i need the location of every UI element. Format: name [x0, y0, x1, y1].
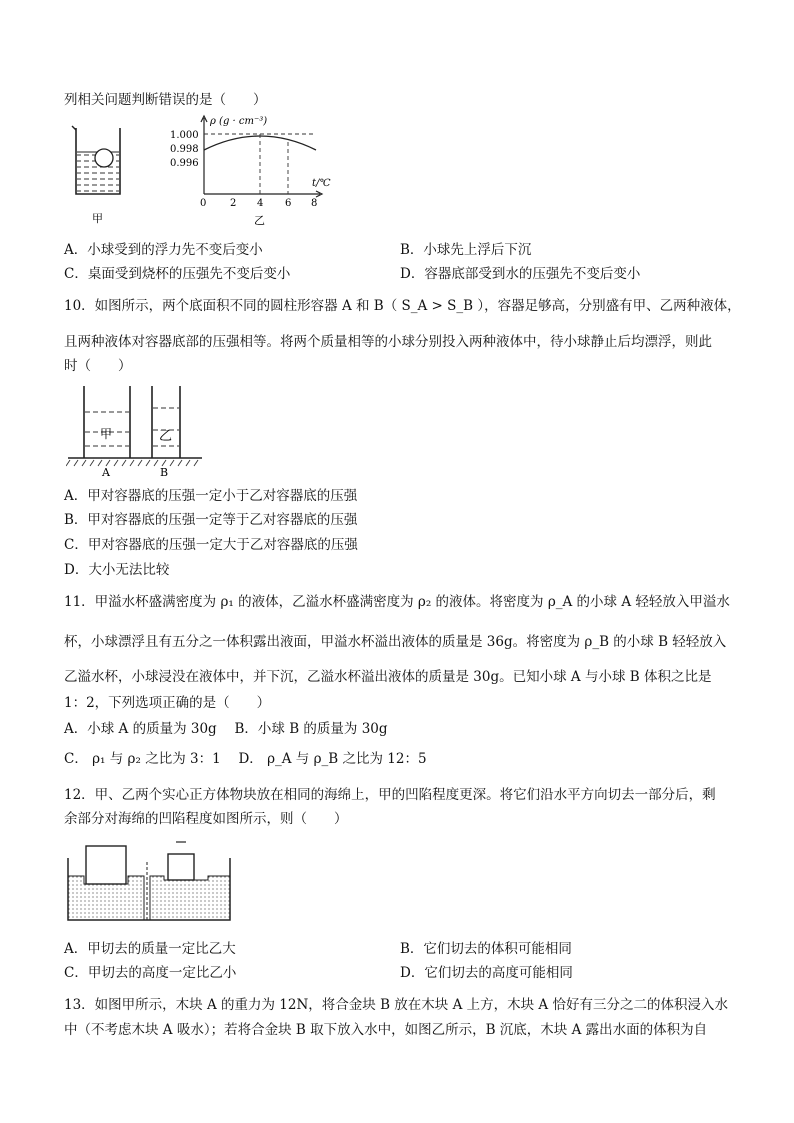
- q11-option-ab[interactable]: A．小球 A 的质量为 30g B．小球 B 的质量为 30g: [64, 721, 388, 737]
- q10-label-b: B: [160, 466, 169, 478]
- q9-ytick-3: 0.996: [170, 158, 199, 169]
- q9-label-jia: 甲: [92, 212, 103, 225]
- q10-label-yi: 乙: [159, 429, 173, 444]
- q12-option-d[interactable]: D．它们切去的高度可能相同: [400, 965, 573, 981]
- q9-option-a[interactable]: A．小球受到的浮力先不变后变小: [64, 242, 263, 258]
- q9-figure-beaker: [68, 122, 138, 230]
- q10-label-jia: 甲: [100, 427, 113, 441]
- q9-label-yi: 乙: [254, 214, 265, 227]
- q9-xtick-4: 4: [257, 198, 264, 209]
- q9-xtick-0: 0: [200, 198, 207, 209]
- q11-stem-line3: 乙溢水杯，小球浸没在液体中，并下沉，乙溢水杯溢出液体的质量是 30g。已知小球 A 与小球 B 体积之比是: [64, 669, 712, 685]
- q12-option-b[interactable]: B．它们切去的体积可能相同: [400, 941, 572, 957]
- q12-stem-line2: 余部分对海绵的凹陷程度如图所示，则（ ）: [64, 811, 348, 827]
- q10-option-c[interactable]: C．甲对容器底的压强一定大于乙对容器底的压强: [64, 537, 358, 553]
- q9-xtick-6: 6: [285, 198, 292, 209]
- q10-figure-containers: [66, 382, 206, 478]
- q9-y-unit: ρ (g · cm⁻³): [210, 116, 268, 127]
- q12-option-a[interactable]: A．甲切去的质量一定比乙大: [64, 941, 236, 957]
- q9-option-b[interactable]: B．小球先上浮后下沉: [400, 242, 532, 258]
- q10-option-a[interactable]: A．甲对容器底的压强一定小于乙对容器底的压强: [64, 488, 358, 504]
- q10-stem-line2: 且两种液体对容器底部的压强相等。将两个质量相等的小球分别投入两种液体中，待小球静止后均漂浮，则此: [64, 334, 712, 350]
- q13-stem-line1: 13．如图甲所示，木块 A 的重力为 12N，将合金块 B 放在木块 A 上方，木块 A 恰好有三分之二的体积浸入水: [64, 997, 728, 1013]
- q10-label-a: A: [102, 466, 110, 478]
- q10-stem-line1: 10．如图所示，两个底面积不同的圆柱形容器 A 和 B（ S_A > S_B ），容器足够高，分别盛有甲、乙两种液体，: [64, 298, 741, 314]
- q9-ytick-1: 1.000: [170, 130, 199, 141]
- q11-option-cd[interactable]: C． ρ₁ 与 ρ₂ 之比为 3：1 D． ρ_A 与 ρ_B 之比为 12：5: [64, 751, 427, 767]
- q11-stem-line2: 杯，小球漂浮且有五分之一体积露出液面，甲溢水杯溢出液体的质量是 36g。将密度为 ρ_B 的小球 B 轻轻放入: [64, 634, 727, 650]
- q9-xtick-2: 2: [230, 198, 237, 209]
- q9-stem: 列相关问题判断错误的是（ ）: [64, 92, 267, 108]
- q12-stem-line1: 12．甲、乙两个实心正方体物块放在相同的海绵上，甲的凹陷程度更深。将它们沿水平方向切去一部分后，剩: [64, 787, 716, 803]
- q12-option-c[interactable]: C．甲切去的高度一定比乙小: [64, 965, 237, 981]
- q9-xtick-8: 8: [311, 198, 318, 209]
- q9-x-unit: t/℃: [312, 178, 331, 189]
- q12-figure-sponges: [64, 836, 234, 922]
- q9-option-d[interactable]: D．容器底部受到水的压强先不变后变小: [400, 266, 641, 282]
- q9-figure-graph: [168, 110, 338, 230]
- q9-option-c[interactable]: C．桌面受到烧杯的压强先不变后变小: [64, 266, 291, 282]
- q10-stem-line3: 时（ ）: [64, 358, 132, 374]
- q11-stem-line1: 11．甲溢水杯盛满密度为 ρ₁ 的液体，乙溢水杯盛满密度为 ρ₂ 的液体。将密度为 ρ_A 的小球 A 轻轻放入甲溢水: [64, 594, 730, 610]
- q13-stem-line2: 中（不考虑木块 A 吸水）；若将合金块 B 取下放入水中，如图乙所示，B 沉底，木块 A 露出水面的体积为自: [64, 1022, 708, 1038]
- q10-option-d[interactable]: D．大小无法比较: [64, 562, 170, 578]
- q11-stem-line4: 1：2，下列选项正确的是（ ）: [64, 695, 271, 711]
- q10-option-b[interactable]: B．甲对容器底的压强一定等于乙对容器底的压强: [64, 512, 358, 528]
- q9-ytick-2: 0.998: [170, 144, 199, 155]
